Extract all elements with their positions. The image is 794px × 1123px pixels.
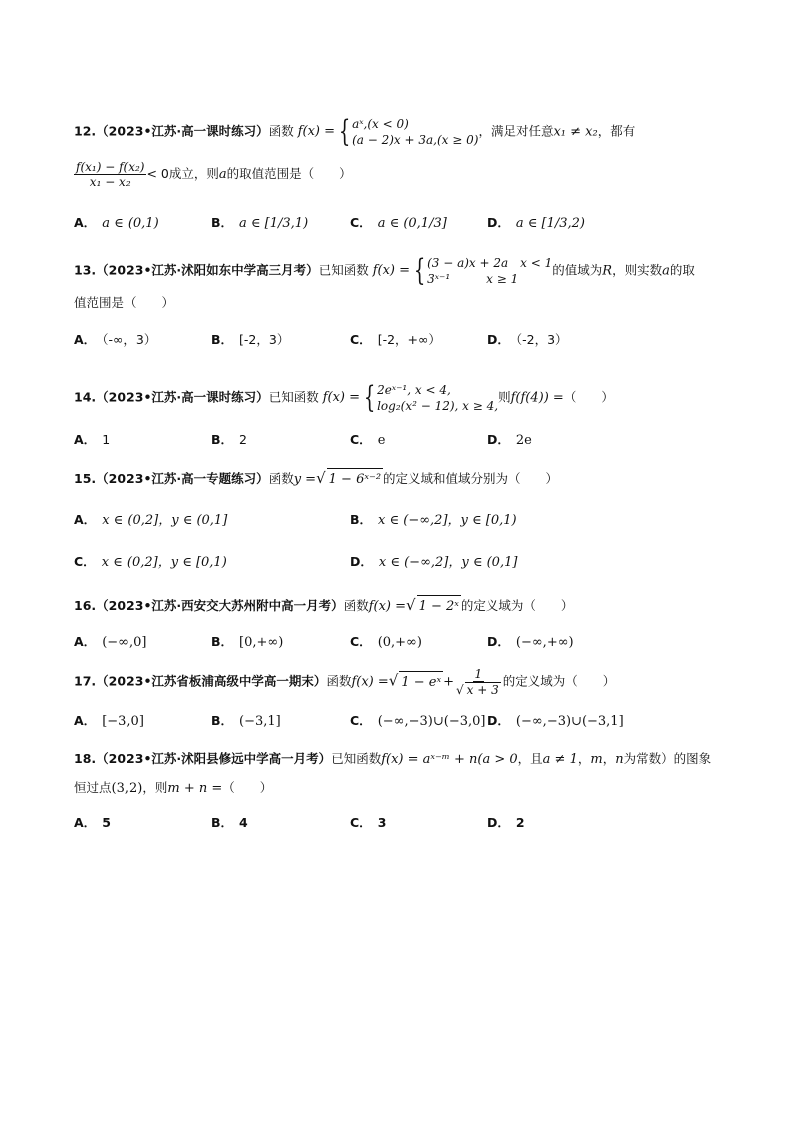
option-c[interactable] (350, 812, 386, 834)
option-text: x ∈ (0,2]，y ∈ (0,1] (102, 513, 228, 528)
question-12-line2 (74, 160, 734, 189)
question-number: 18. (74, 751, 97, 766)
option-text: 2 (239, 432, 247, 447)
option-label: D． (487, 215, 510, 230)
option-text: [−3,0] (102, 714, 144, 729)
option-a[interactable] (74, 812, 111, 834)
option-a[interactable] (74, 631, 146, 654)
question-source: （2023•江苏·高一课时练习） (96, 123, 269, 139)
question-number: 12. (74, 123, 97, 139)
option-label: B． (350, 512, 373, 527)
expression: f(f(4)) = (510, 390, 564, 406)
option-b[interactable] (211, 710, 281, 733)
option-label: C． (350, 713, 372, 728)
option-text: [-2，+∞） (377, 332, 441, 347)
option-label: C． (350, 332, 372, 347)
option-a[interactable] (74, 212, 159, 235)
options-17 (74, 710, 734, 732)
expression: y = (293, 472, 317, 487)
options-13 (74, 329, 734, 351)
question-16-stem (74, 594, 734, 618)
case-1: 2eˣ⁻¹, x < 4, (377, 383, 451, 397)
stem-text: 函数 (343, 598, 369, 613)
option-text: (−∞,−3)∪(−3,0] (377, 714, 486, 729)
variable: a (662, 263, 670, 279)
option-text: 3 (377, 815, 387, 830)
stem-text: ，则实数 (612, 262, 663, 278)
option-label: B． (211, 332, 234, 347)
option-label: B． (211, 634, 234, 649)
expression: f(x) = aˣ⁻ᵐ + n(a > 0 (381, 752, 518, 767)
option-d[interactable] (487, 429, 532, 452)
option-label: B． (211, 713, 234, 728)
option-d[interactable] (487, 710, 624, 733)
variable: n (615, 752, 624, 767)
function-label: f(x) = (322, 390, 360, 405)
sqrt-icon: √ (455, 683, 464, 697)
option-label: A． (74, 815, 97, 830)
option-label: A． (74, 432, 97, 447)
stem-text: 函数 (268, 123, 294, 139)
variable: a (218, 167, 227, 182)
stem-text: （ ） (222, 780, 273, 795)
radicand: 1 − eˣ (399, 671, 443, 694)
question-number: 15. (74, 471, 97, 486)
variable: R (602, 263, 613, 279)
option-d[interactable] (487, 212, 585, 235)
question-source: （2023•江苏·沭阳如东中学高三月考） (96, 262, 319, 278)
radicand: 1 − 6ˣ⁻² (327, 468, 383, 491)
option-b[interactable] (211, 329, 289, 351)
option-a[interactable] (74, 429, 110, 451)
question-13-line2 (74, 292, 734, 314)
stem-text: ，则 (142, 780, 168, 795)
sqrt-icon: √ (388, 671, 399, 690)
stem-text: ，且 (517, 751, 543, 766)
fraction-denominator: x₁ − x₂ (89, 175, 131, 189)
stem-text: ， (577, 751, 591, 766)
option-c[interactable] (350, 631, 422, 654)
question-source: （2023•江苏省板浦高级中学高一期末） (96, 673, 327, 689)
option-text: (−∞,−3)∪(−3,1] (515, 714, 624, 729)
stem-text: （ ） (563, 389, 614, 405)
option-label: B． (211, 432, 234, 447)
option-text: 4 (239, 815, 248, 830)
option-text: 5 (102, 815, 111, 830)
option-label: A． (74, 634, 97, 649)
option-text: e (377, 433, 386, 448)
option-text: a ∈ [1/3,1) (239, 216, 309, 231)
radicand: x + 3 (466, 683, 499, 697)
option-text: 2e (515, 433, 532, 448)
options-18 (74, 812, 734, 834)
option-text: （-2，3） (515, 332, 568, 347)
question-number: 13. (74, 262, 97, 278)
piecewise-function (323, 382, 498, 414)
stem-text: 的定义域和值域分别为（ ） (383, 471, 559, 486)
option-label: A． (74, 713, 97, 728)
expression: f(x) = (368, 599, 407, 614)
option-text: x ∈ (−∞,2]，y ∈ [0,1) (378, 513, 517, 528)
question-source: （2023•江苏·高一课时练习） (96, 389, 269, 405)
piecewise-function (298, 116, 479, 148)
question-source: （2023•江苏·沭阳县修远中学高一月考） (96, 751, 332, 766)
stem-text: 的定义域为（ ） (460, 598, 574, 613)
option-b[interactable] (350, 509, 517, 532)
option-b[interactable] (211, 812, 248, 834)
option-c[interactable] (350, 710, 485, 733)
fraction-denominator (454, 682, 503, 697)
options-15-row1 (74, 509, 734, 531)
stem-text: ，满足对任意 (478, 123, 554, 139)
stem-text: 恒过点 (74, 780, 112, 795)
question-number: 14. (74, 389, 97, 405)
option-c[interactable] (350, 212, 447, 235)
fraction (74, 160, 146, 189)
question-number: 16. (74, 598, 97, 613)
option-label: B． (211, 215, 234, 230)
sqrt-icon: √ (406, 596, 416, 614)
stem-text: 的定义域为（ ） (502, 673, 616, 689)
option-text: 2 (515, 815, 525, 830)
option-label: D． (487, 432, 510, 447)
function-label: f(x) = (372, 263, 410, 278)
option-label: C． (74, 554, 96, 569)
option-d[interactable] (487, 329, 568, 351)
options-14 (74, 429, 734, 451)
option-label: D． (350, 554, 373, 569)
option-text: (−∞,+∞) (515, 635, 574, 650)
option-text: (−∞,0] (102, 635, 147, 650)
point: (3,2) (111, 781, 143, 796)
question-number: 17. (74, 673, 97, 689)
stem-text: 函数 (268, 471, 294, 486)
option-label: A． (74, 215, 97, 230)
case-2: (a − 2)x + 3a,(x ≥ 0) (352, 133, 479, 147)
stem-text: ， (602, 751, 616, 766)
option-text: 1 (102, 432, 111, 447)
condition: x₁ ≠ x₂ (553, 124, 598, 140)
radicand: 1 − 2ˣ (417, 595, 461, 618)
option-text: a ∈ [1/3,2) (515, 216, 585, 231)
stem-text: 函数 (326, 673, 352, 689)
option-c[interactable] (74, 551, 227, 574)
fraction (454, 667, 503, 697)
option-text: （-∞，3） (102, 332, 157, 347)
condition: a ≠ 1 (542, 752, 578, 767)
question-15-stem (74, 467, 734, 491)
option-label: D． (487, 815, 510, 830)
case-2: 3ˣ⁻¹ x ≥ 1 (427, 272, 519, 286)
question-12-stem (74, 116, 734, 148)
stem-text: 的取值范围是（ ） (226, 166, 352, 181)
option-c[interactable] (350, 329, 441, 351)
option-b[interactable] (211, 631, 283, 654)
brace-glyph: { (338, 114, 351, 149)
option-label: A． (74, 332, 97, 347)
case-1: (3 − a)x + 2a x < 1 (427, 256, 553, 270)
option-label: C． (350, 215, 372, 230)
option-a[interactable] (74, 710, 144, 733)
option-text: [-2，3） (239, 332, 290, 347)
sqrt-icon: √ (316, 469, 326, 487)
expression: f(x) = (351, 674, 389, 690)
option-label: B． (211, 815, 234, 830)
option-d[interactable] (487, 631, 574, 654)
variable: m (590, 752, 603, 767)
question-17-stem (74, 667, 734, 697)
brace-glyph: { (413, 253, 426, 288)
option-text: (0,+∞) (377, 635, 422, 650)
stem-text: 则 (498, 389, 511, 405)
function-label: f(x) = (297, 124, 335, 139)
option-b[interactable] (211, 429, 247, 451)
option-label: D． (487, 713, 510, 728)
option-label: D． (487, 634, 510, 649)
option-b[interactable] (211, 212, 308, 235)
options-12 (74, 212, 734, 234)
options-16 (74, 631, 734, 653)
option-label: A． (74, 512, 97, 527)
option-text: a ∈ (0,1/3] (377, 216, 447, 231)
option-label: C． (350, 815, 372, 830)
options-15-row2 (74, 551, 734, 573)
question-18-line2 (74, 777, 734, 800)
option-d[interactable] (487, 812, 525, 834)
option-c[interactable] (350, 429, 385, 452)
question-source: （2023•江苏·高一专题练习） (96, 471, 269, 486)
option-text: x ∈ (0,2]，y ∈ [0,1) (101, 555, 227, 570)
option-text: [0,+∞) (239, 635, 284, 650)
stem-text: < 0成立，则 (146, 166, 219, 181)
option-label: C． (350, 634, 372, 649)
fraction-numerator: f(x₁) − f(x₂) (76, 160, 145, 174)
case-2: log₂(x² − 12), x ≥ 4, (377, 399, 499, 413)
option-text: x ∈ (−∞,2]，y ∈ (0,1] (378, 555, 518, 570)
option-label: C． (350, 432, 372, 447)
fraction-numerator: 1 (474, 667, 483, 681)
expression: m + n = (167, 781, 223, 796)
option-d[interactable] (350, 551, 517, 574)
option-text: (−3,1] (239, 714, 281, 729)
case-1: aˣ,(x < 0) (352, 117, 409, 131)
question-14-stem (74, 382, 734, 414)
question-13-stem (74, 255, 734, 287)
stem-text: 为常数）的图象 (623, 751, 712, 766)
option-text: a ∈ (0,1) (102, 216, 159, 231)
stem-text: 已知函数 (318, 262, 369, 278)
option-a[interactable] (74, 509, 227, 532)
option-label: D． (487, 332, 510, 347)
question-source: （2023•江苏·西安交大苏州附中高一月考） (96, 598, 344, 613)
stem-text: 已知函数 (331, 751, 382, 766)
question-18-stem (74, 748, 734, 771)
brace-glyph: { (363, 380, 376, 415)
piecewise-function (373, 255, 553, 287)
option-a[interactable] (74, 329, 156, 351)
stem-text: 已知函数 (268, 389, 319, 405)
plus-sign: + (443, 674, 454, 690)
stem-text: 的取 (669, 262, 695, 278)
stem-text: 的值域为 (552, 262, 603, 278)
stem-text: 值范围是（ ） (74, 295, 175, 310)
stem-text: ，都有 (597, 123, 636, 139)
